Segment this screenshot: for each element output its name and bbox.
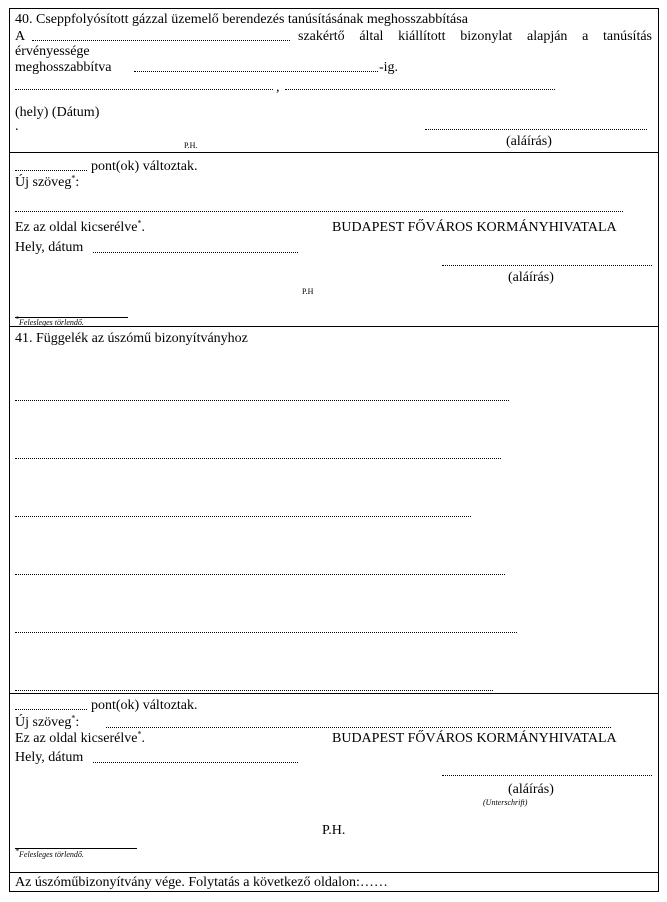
place-field[interactable] — [15, 89, 273, 90]
page-replaced-label — [15, 220, 145, 236]
signature-label: (aláírás) — [508, 270, 554, 285]
place-date-label: Hely, dátum — [15, 240, 84, 255]
expert-sentence: szakértő által kiállított bizonylat alapján a tanúsítás — [298, 29, 652, 44]
continuation-note: Az úszóműbizonyítvány vége. Folytatás a következő oldalon:…… — [15, 875, 388, 890]
new-text-label — [15, 715, 79, 731]
new-text-word: Új szöveg — [15, 715, 72, 730]
validity-label: érvényessége — [15, 44, 90, 59]
footnote — [15, 846, 84, 860]
footer — [10, 873, 658, 892]
page-replaced-text: Ez az oldal kicserélve — [15, 731, 138, 746]
page-replaced-text: Ez az oldal kicserélve — [15, 220, 138, 235]
place-date-label: Hely, dátum — [15, 750, 84, 765]
signature-field[interactable] — [442, 775, 652, 776]
signature-label-german: (Unterschrift) — [483, 798, 528, 807]
footnote-marker: * — [137, 729, 142, 739]
signature-field[interactable] — [425, 129, 647, 130]
issuer-label: A — [15, 29, 26, 44]
changed-points-field[interactable] — [15, 170, 87, 171]
section-40-extension — [10, 9, 658, 151]
footnote-marker: * — [15, 846, 19, 856]
appendix-line-3[interactable] — [15, 516, 471, 517]
new-text-label — [15, 175, 79, 191]
points-changed-label: pont(ok) változtak. — [91, 159, 198, 174]
change-record-2 — [10, 694, 658, 872]
appendix-line-6[interactable] — [15, 690, 493, 691]
date-field[interactable] — [285, 89, 555, 90]
stamp-label: P.H. — [322, 823, 346, 838]
page-replaced-period: . — [141, 220, 145, 235]
points-changed-label: pont(ok) változtak. — [91, 698, 198, 713]
place-date-label: (hely) (Dátum) — [15, 105, 100, 120]
footnote-text: Felesleges törlendő. — [19, 850, 84, 859]
signature-label: (aláírás) — [508, 782, 554, 797]
footnote-text: Felesleges törlendő. — [19, 318, 84, 327]
certificate-form — [9, 8, 659, 892]
stamp-label: P.H. — [184, 141, 198, 150]
new-text-word: Új szöveg — [15, 175, 72, 190]
dot-mark: . — [15, 119, 19, 134]
footnote-marker: * — [71, 713, 76, 723]
footnote-marker: * — [137, 218, 142, 228]
new-text-colon: : — [75, 715, 80, 730]
until-suffix: -ig. — [379, 60, 399, 75]
footnote-marker: * — [71, 173, 76, 183]
appendix-line-2[interactable] — [15, 458, 501, 459]
page-replaced-period: . — [141, 731, 145, 746]
place-date-comma: , — [276, 80, 280, 95]
appendix-line-5[interactable] — [15, 632, 517, 633]
appendix-line-4[interactable] — [15, 574, 505, 575]
expert-name-field[interactable] — [32, 40, 290, 41]
new-text-field[interactable] — [15, 211, 623, 212]
footnote-marker: * — [15, 314, 19, 324]
stamp-label: P.H — [302, 287, 314, 296]
place-date-field[interactable] — [93, 762, 298, 763]
footnote-rule — [15, 848, 137, 849]
signature-field[interactable] — [442, 265, 652, 266]
section-41-appendix — [10, 327, 658, 692]
new-text-colon: : — [75, 175, 80, 190]
extended-until-field[interactable] — [134, 71, 378, 72]
appendix-line-1[interactable] — [15, 400, 509, 401]
page-replaced-label — [15, 731, 145, 747]
authority-name: BUDAPEST FŐVÁROS KORMÁNYHIVATALA — [332, 220, 617, 235]
place-date-field[interactable] — [93, 252, 298, 253]
new-text-field[interactable] — [106, 727, 611, 728]
signature-label: (aláírás) — [506, 134, 552, 149]
changed-points-field[interactable] — [15, 709, 87, 710]
authority-name: BUDAPEST FŐVÁROS KORMÁNYHIVATALA — [332, 731, 617, 746]
change-record-1 — [10, 153, 658, 326]
extended-label: meghosszabbítva — [15, 60, 112, 75]
section-40-title: 40. Cseppfolyósított gázzal üzemelő berendezés tanúsításának meghosszabbítása — [15, 12, 468, 27]
section-41-title: 41. Függelék az úszómű bizonyítványhoz — [15, 331, 248, 346]
